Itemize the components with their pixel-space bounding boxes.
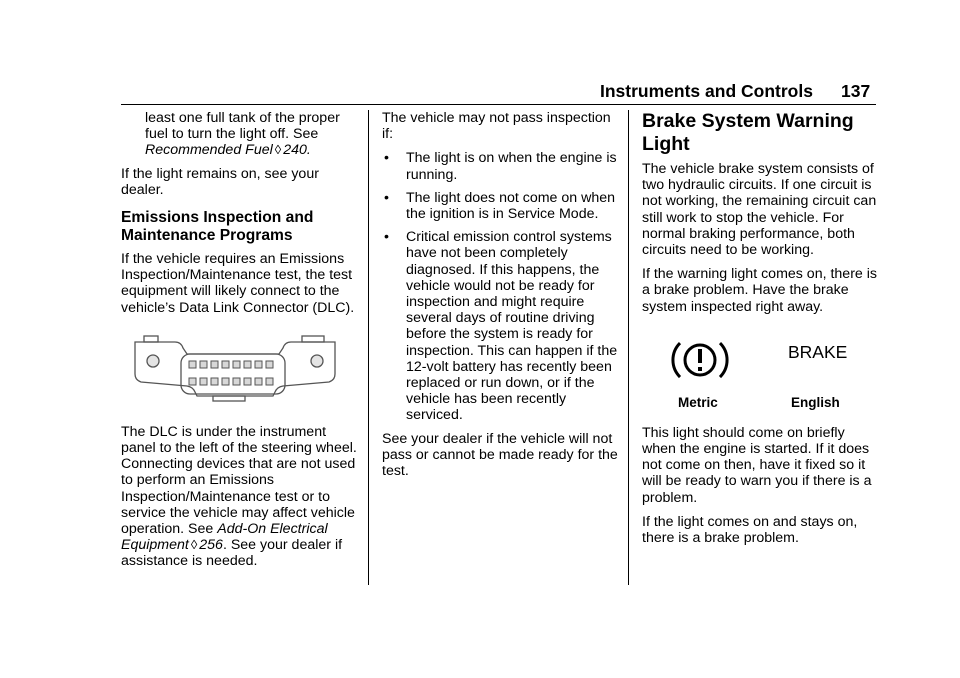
list-item: • The light does not come on when the ignition is in Service Mode. — [384, 189, 616, 223]
paragraph-light-on-start: This light should come on briefly when the engine is started. If it does not come on then, have it fixed so it will be ready to warn you if there is a problem. — [642, 424, 872, 506]
paragraph-may-not-pass: The vehicle may not pass inspection if: — [382, 110, 611, 143]
column-3 — [642, 110, 882, 554]
paragraph-fuel-light: least one full tank of the proper fuel to turn the light off. See Recommended Fuel ◊ 240. — [145, 110, 340, 159]
bullet-icon: • — [384, 229, 389, 246]
brake-text-symbol: BRAKE — [788, 341, 848, 362]
page-header-rule — [121, 104, 876, 105]
paragraph-brake-circuits: The vehicle brake system consists of two hydraulic circuits. If one circuit is not working, the remaining circuit can still work to stop the vehicle. For normal braking performance, both circuits need to be working. — [642, 161, 877, 259]
brake-warning-icon — [670, 335, 730, 385]
label-english: English — [791, 394, 840, 410]
dlc-connector-illustration — [127, 334, 343, 412]
page-ref-icon: ◊ — [274, 142, 282, 158]
column-rule-2 — [628, 110, 629, 585]
page-number: 137 — [841, 81, 871, 101]
paragraph-emissions-test: If the vehicle requires an Emissions Inspection/Maintenance test, the test equipment will likely connect to the vehicle’s Data Link Connector (DLC). — [121, 251, 355, 316]
page-ref-icon: ◊ — [190, 537, 198, 553]
column-1 — [121, 110, 359, 578]
brake-warning-symbols — [642, 335, 882, 425]
column-rule-1 — [368, 110, 369, 585]
list-item: • The light is on when the engine is running. — [384, 150, 617, 183]
section-title: Instruments and Controls — [600, 81, 813, 101]
bullet-icon: • — [384, 189, 389, 206]
paragraph-cannot-pass: See your dealer if the vehicle will not pass or cannot be made ready for the test. — [382, 430, 618, 480]
paragraph-light-stays-on: If the light comes on and stays on, there is a brake problem. — [642, 513, 858, 547]
paragraph-dlc-location: The DLC is under the instrument panel to the left of the steering wheel. Connecting devices that are not used to perform an Emissions Inspection/Maintenance test or to service the vehicle may affect vehicle operation. See Add-On Electrical Equipment ◊ 256. See your dealer if assistance is needed. — [121, 423, 357, 570]
paragraph-warning-light-on: If the warning light comes on, there is a brake problem. Have the brake system inspected right away. — [642, 266, 878, 315]
add-on-equipment-link[interactable]: Add-On Electrical Equipment — [121, 521, 328, 554]
label-metric: Metric — [678, 394, 718, 410]
add-on-equipment-page[interactable]: 256 — [199, 537, 223, 554]
recommended-fuel-page[interactable]: 240 — [283, 142, 307, 159]
recommended-fuel-link[interactable]: Recommended Fuel — [145, 142, 273, 159]
paragraph-see-dealer: If the light remains on, see your dealer. — [121, 165, 319, 198]
heading-brake-warning-light: Brake System Warning Light — [642, 110, 854, 155]
column-2 — [382, 110, 620, 487]
bullet-icon: • — [384, 150, 389, 167]
heading-emissions-inspection: Emissions Inspection and Maintenance Programs — [121, 209, 314, 245]
list-item: • Critical emission control systems have not been completely diagnosed. If this happens, the vehicle would not be ready for inspection and might require several days of routine driving before the system is ready for inspection. This can happen if the 12-volt battery has recently been replaced or run down, or if the vehicle has been recently serviced. — [384, 229, 618, 424]
